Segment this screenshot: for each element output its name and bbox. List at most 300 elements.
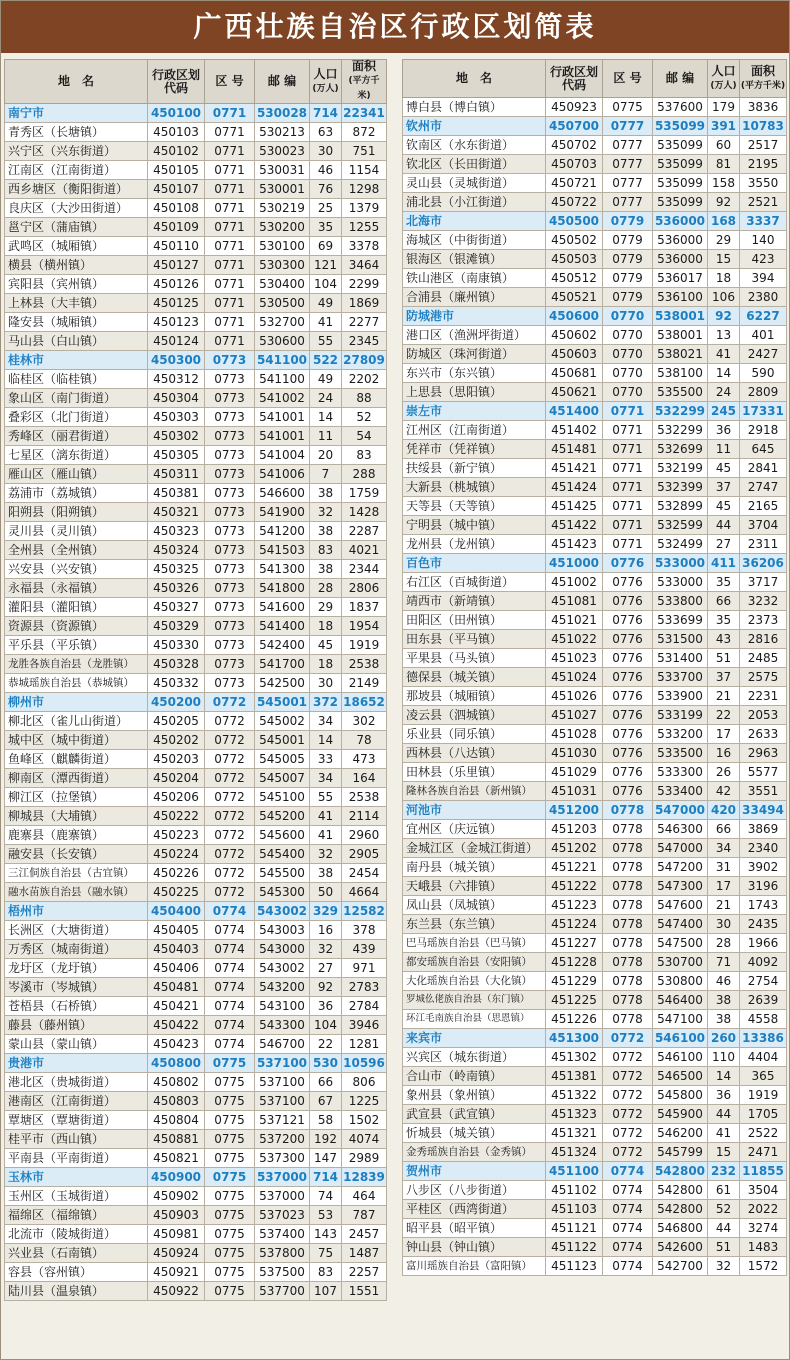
- land-area: 88: [342, 389, 387, 408]
- division-name: 梧州市: [5, 902, 148, 921]
- table-row: [403, 1086, 787, 1105]
- land-area: 4404: [740, 1048, 787, 1067]
- division-name: 龙圩区（龙圩镇）: [5, 959, 148, 978]
- population: 14: [310, 731, 342, 750]
- postal-code: 541400: [255, 617, 310, 636]
- table-row: [403, 953, 787, 972]
- division-name: 港口区（渔洲坪街道）: [403, 326, 546, 345]
- population: 121: [310, 256, 342, 275]
- table-row: [5, 617, 387, 636]
- division-code: 450381: [148, 484, 205, 503]
- population: 168: [708, 212, 740, 231]
- population: 60: [708, 136, 740, 155]
- division-name: 兴业县（石南镇）: [5, 1244, 148, 1263]
- division-code: 451400: [546, 402, 603, 421]
- population: 35: [310, 218, 342, 237]
- header-name: 地 名: [5, 60, 148, 104]
- division-name: 凭祥市（凭祥镇）: [403, 440, 546, 459]
- land-area: 2471: [740, 1143, 787, 1162]
- division-name: 扶绥县（新宁镇）: [403, 459, 546, 478]
- postal-code: 547400: [653, 915, 708, 934]
- land-area: 590: [740, 364, 787, 383]
- land-area: 2816: [740, 630, 787, 649]
- area-code: 0772: [205, 807, 255, 826]
- area-code: 0772: [603, 1105, 653, 1124]
- area-code: 0773: [205, 370, 255, 389]
- land-area: 12582: [342, 902, 387, 921]
- city-row: [403, 212, 787, 231]
- population: 41: [310, 807, 342, 826]
- postal-code: 532299: [653, 421, 708, 440]
- division-code: 450521: [546, 288, 603, 307]
- population: 110: [708, 1048, 740, 1067]
- table-row: [5, 1225, 387, 1244]
- area-code: 0772: [205, 693, 255, 712]
- population: 260: [708, 1029, 740, 1048]
- land-area: 288: [342, 465, 387, 484]
- table-row: [403, 1048, 787, 1067]
- land-area: 2485: [740, 649, 787, 668]
- area-code: 0776: [603, 554, 653, 573]
- division-name: 柳北区（雀儿山街道）: [5, 712, 148, 731]
- division-code: 450123: [148, 313, 205, 332]
- division-code: 450108: [148, 199, 205, 218]
- population: 81: [708, 155, 740, 174]
- division-code: 451123: [546, 1257, 603, 1276]
- division-code: 450226: [148, 864, 205, 883]
- area-code: 0774: [205, 959, 255, 978]
- division-code: 450203: [148, 750, 205, 769]
- area-code: 0770: [603, 307, 653, 326]
- land-area: 3232: [740, 592, 787, 611]
- right-column: [402, 59, 786, 1276]
- division-code: 450124: [148, 332, 205, 351]
- area-code: 0774: [205, 902, 255, 921]
- area-code: 0772: [205, 883, 255, 902]
- division-name: 西乡塘区（衡阳街道）: [5, 180, 148, 199]
- area-code: 0773: [205, 674, 255, 693]
- postal-code: 545300: [255, 883, 310, 902]
- division-code: 451322: [546, 1086, 603, 1105]
- population: 38: [708, 991, 740, 1010]
- population: 20: [310, 446, 342, 465]
- table-row: [403, 345, 787, 364]
- land-area: 2277: [342, 313, 387, 332]
- city-row: [403, 801, 787, 820]
- division-name: 蒙山县（蒙山镇）: [5, 1035, 148, 1054]
- table-row: [5, 959, 387, 978]
- population: 22: [708, 706, 740, 725]
- land-area: 2454: [342, 864, 387, 883]
- population: 38: [310, 560, 342, 579]
- population: 92: [708, 193, 740, 212]
- division-name: 东兴市（东兴镇）: [403, 364, 546, 383]
- division-code: 450922: [148, 1282, 205, 1301]
- division-name: 都安瑶族自治县（安阳镇）: [403, 953, 546, 972]
- postal-code: 547500: [653, 934, 708, 953]
- area-code: 0778: [603, 915, 653, 934]
- postal-code: 530300: [255, 256, 310, 275]
- area-code: 0776: [603, 630, 653, 649]
- table-row: [5, 560, 387, 579]
- postal-code: 530800: [653, 972, 708, 991]
- land-area: 1379: [342, 199, 387, 218]
- table-row: [5, 1092, 387, 1111]
- land-area: 1919: [740, 1086, 787, 1105]
- division-code: 450305: [148, 446, 205, 465]
- area-code: 0776: [603, 668, 653, 687]
- area-code: 0771: [603, 421, 653, 440]
- postal-code: 531500: [653, 630, 708, 649]
- division-name: 河池市: [403, 801, 546, 820]
- table-row: [5, 408, 387, 427]
- land-area: 2380: [740, 288, 787, 307]
- postal-code: 545800: [653, 1086, 708, 1105]
- table-row: [5, 1263, 387, 1282]
- population: 45: [310, 636, 342, 655]
- population: 411: [708, 554, 740, 573]
- area-code: 0774: [205, 921, 255, 940]
- division-name: 平桂区（西湾街道）: [403, 1200, 546, 1219]
- city-row: [5, 1168, 387, 1187]
- postal-code: 537100: [255, 1054, 310, 1073]
- postal-code: 545600: [255, 826, 310, 845]
- area-code: 0771: [205, 180, 255, 199]
- postal-code: 533699: [653, 611, 708, 630]
- area-code: 0775: [205, 1054, 255, 1073]
- division-code: 450702: [546, 136, 603, 155]
- table-row: [5, 180, 387, 199]
- division-name: 鹿寨县（鹿寨镇）: [5, 826, 148, 845]
- table-row: [5, 997, 387, 1016]
- table-row: [403, 725, 787, 744]
- division-name: 兴安县（兴安镇）: [5, 560, 148, 579]
- division-code: 450481: [148, 978, 205, 997]
- division-name: 福绵区（福绵镇）: [5, 1206, 148, 1225]
- table-title: 广西壮族自治区行政区划简表: [1, 1, 789, 53]
- land-area: 2841: [740, 459, 787, 478]
- table-row: [403, 1105, 787, 1124]
- area-code: 0770: [603, 383, 653, 402]
- area-code: 0777: [603, 193, 653, 212]
- header-area-code: 区 号: [205, 60, 255, 104]
- postal-code: 545002: [255, 712, 310, 731]
- division-name: 长洲区（大塘街道）: [5, 921, 148, 940]
- land-area: 2053: [740, 706, 787, 725]
- population: 21: [708, 896, 740, 915]
- table-row: [5, 218, 387, 237]
- division-name: 北海市: [403, 212, 546, 231]
- area-code: 0777: [603, 155, 653, 174]
- header-population: 人口 (万人): [708, 60, 740, 98]
- division-name: 藤县（藤州镇）: [5, 1016, 148, 1035]
- area-code: 0774: [603, 1200, 653, 1219]
- postal-code: 532199: [653, 459, 708, 478]
- area-code: 0775: [205, 1092, 255, 1111]
- division-code: 450326: [148, 579, 205, 598]
- area-code: 0777: [603, 174, 653, 193]
- population: 106: [708, 288, 740, 307]
- table-row: [5, 237, 387, 256]
- postal-code: 542500: [255, 674, 310, 693]
- division-name: 柳州市: [5, 693, 148, 712]
- division-code: 451000: [546, 554, 603, 573]
- area-code: 0771: [603, 497, 653, 516]
- postal-code: 532399: [653, 478, 708, 497]
- table-row: [403, 839, 787, 858]
- postal-code: 535099: [653, 136, 708, 155]
- table-row: [403, 136, 787, 155]
- table-row: [5, 1244, 387, 1263]
- area-code: 0779: [603, 212, 653, 231]
- division-name: 富川瑶族自治县（富阳镇）: [403, 1257, 546, 1276]
- postal-code: 546700: [255, 1035, 310, 1054]
- land-area: 1869: [342, 294, 387, 313]
- land-area: 2435: [740, 915, 787, 934]
- land-area: 4558: [740, 1010, 787, 1029]
- land-area: 3274: [740, 1219, 787, 1238]
- population: 38: [310, 522, 342, 541]
- division-name: 田林县（乐里镇）: [403, 763, 546, 782]
- postal-code: 532299: [653, 402, 708, 421]
- postal-code: 541200: [255, 522, 310, 541]
- postal-code: 533400: [653, 782, 708, 801]
- table-row: [403, 858, 787, 877]
- division-name: 马山县（白山镇）: [5, 332, 148, 351]
- land-area: 1298: [342, 180, 387, 199]
- postal-code: 535099: [653, 174, 708, 193]
- area-code: 0776: [603, 573, 653, 592]
- division-code: 450881: [148, 1130, 205, 1149]
- population: 28: [310, 579, 342, 598]
- division-name: 钦南区（水东街道）: [403, 136, 546, 155]
- left-header-row: [5, 60, 387, 104]
- division-name: 万秀区（城南街道）: [5, 940, 148, 959]
- postal-code: 546100: [653, 1048, 708, 1067]
- division-name: 上思县（思阳镇）: [403, 383, 546, 402]
- land-area: 3337: [740, 212, 787, 231]
- land-area: 2783: [342, 978, 387, 997]
- table-row: [403, 1181, 787, 1200]
- population: 43: [708, 630, 740, 649]
- table-row: [403, 269, 787, 288]
- area-code: 0771: [205, 237, 255, 256]
- division-name: 金城江区（金城江街道）: [403, 839, 546, 858]
- area-code: 0776: [603, 592, 653, 611]
- division-name: 大新县（桃城镇）: [403, 478, 546, 497]
- table-row: [5, 123, 387, 142]
- division-name: 灵川县（灵川镇）: [5, 522, 148, 541]
- land-area: 2522: [740, 1124, 787, 1143]
- table-row: [5, 199, 387, 218]
- division-name: 柳江区（拉堡镇）: [5, 788, 148, 807]
- division-code: 450802: [148, 1073, 205, 1092]
- population: 38: [310, 864, 342, 883]
- division-name: 宜州区（庆远镇）: [403, 820, 546, 839]
- land-area: 2311: [740, 535, 787, 554]
- land-area: 2905: [342, 845, 387, 864]
- land-area: 1954: [342, 617, 387, 636]
- city-row: [403, 402, 787, 421]
- division-name: 荔浦市（荔城镇）: [5, 484, 148, 503]
- table-row: [403, 421, 787, 440]
- land-area: 2231: [740, 687, 787, 706]
- population: 34: [310, 712, 342, 731]
- division-name: 浦北县（小江街道）: [403, 193, 546, 212]
- division-code: 450328: [148, 655, 205, 674]
- land-area: 2427: [740, 345, 787, 364]
- postal-code: 537100: [255, 1073, 310, 1092]
- population: 32: [310, 940, 342, 959]
- land-area: 3378: [342, 237, 387, 256]
- area-code: 0776: [603, 706, 653, 725]
- land-area: 2989: [342, 1149, 387, 1168]
- postal-code: 543100: [255, 997, 310, 1016]
- header-area: 面积 (平方千米): [342, 60, 387, 104]
- postal-code: 541001: [255, 427, 310, 446]
- postal-code: 543002: [255, 959, 310, 978]
- table-row: [5, 503, 387, 522]
- postal-code: 543000: [255, 940, 310, 959]
- division-code: 450127: [148, 256, 205, 275]
- division-name: 田阳区（田州镇）: [403, 611, 546, 630]
- division-code: 450100: [148, 104, 205, 123]
- table-row: [403, 288, 787, 307]
- division-name: 玉林市: [5, 1168, 148, 1187]
- land-area: 3704: [740, 516, 787, 535]
- population: 37: [708, 668, 740, 687]
- table-row: [5, 313, 387, 332]
- division-name: 良庆区（大沙田街道）: [5, 199, 148, 218]
- table-row: [5, 522, 387, 541]
- population: 51: [708, 1238, 740, 1257]
- postal-code: 546200: [653, 1124, 708, 1143]
- land-area: 2754: [740, 972, 787, 991]
- area-code: 0775: [205, 1168, 255, 1187]
- table-row: [5, 921, 387, 940]
- table-row: [403, 649, 787, 668]
- population: 179: [708, 98, 740, 117]
- division-code: 451323: [546, 1105, 603, 1124]
- city-row: [5, 1054, 387, 1073]
- division-code: 451225: [546, 991, 603, 1010]
- division-name: 乐业县（同乐镇）: [403, 725, 546, 744]
- table-row: [5, 1130, 387, 1149]
- land-area: 10596: [342, 1054, 387, 1073]
- population: 45: [708, 497, 740, 516]
- table-row: [403, 497, 787, 516]
- division-code: 450321: [148, 503, 205, 522]
- area-code: 0776: [603, 782, 653, 801]
- land-area: 302: [342, 712, 387, 731]
- division-name: 江州区（江南街道）: [403, 421, 546, 440]
- division-name: 八步区（八步街道）: [403, 1181, 546, 1200]
- division-name: 鱼峰区（麒麟街道）: [5, 750, 148, 769]
- postal-code: 530023: [255, 142, 310, 161]
- postal-code: 546800: [653, 1219, 708, 1238]
- land-area: 3196: [740, 877, 787, 896]
- division-name: 博白县（博白镇）: [403, 98, 546, 117]
- division-name: 融水苗族自治县（融水镇）: [5, 883, 148, 902]
- division-code: 450329: [148, 617, 205, 636]
- division-name: 柳南区（潭西街道）: [5, 769, 148, 788]
- table-row: [5, 1111, 387, 1130]
- division-code: 450403: [148, 940, 205, 959]
- postal-code: 532899: [653, 497, 708, 516]
- postal-code: 541100: [255, 370, 310, 389]
- population: 45: [708, 459, 740, 478]
- table-row: [5, 427, 387, 446]
- land-area: 5577: [740, 763, 787, 782]
- population: 36: [310, 997, 342, 1016]
- division-code: 450311: [148, 465, 205, 484]
- land-area: 1428: [342, 503, 387, 522]
- land-area: 2287: [342, 522, 387, 541]
- area-code: 0771: [205, 123, 255, 142]
- area-code: 0778: [603, 839, 653, 858]
- division-name: 合浦县（廉州镇）: [403, 288, 546, 307]
- area-code: 0773: [205, 598, 255, 617]
- population: 61: [708, 1181, 740, 1200]
- table-row: [403, 972, 787, 991]
- division-name: 来宾市: [403, 1029, 546, 1048]
- division-code: 450602: [546, 326, 603, 345]
- table-row: [403, 459, 787, 478]
- population: 27: [708, 535, 740, 554]
- table-row: [5, 864, 387, 883]
- division-code: 450102: [148, 142, 205, 161]
- area-code: 0775: [205, 1073, 255, 1092]
- land-area: 1551: [342, 1282, 387, 1301]
- table-row: [403, 1010, 787, 1029]
- population: 11: [310, 427, 342, 446]
- division-name: 恭城瑶族自治县（恭城镇）: [5, 674, 148, 693]
- land-area: 787: [342, 1206, 387, 1225]
- land-area: 473: [342, 750, 387, 769]
- land-area: 751: [342, 142, 387, 161]
- division-code: 450224: [148, 845, 205, 864]
- division-code: 451081: [546, 592, 603, 611]
- division-code: 451030: [546, 744, 603, 763]
- table-row: [403, 516, 787, 535]
- table-row: [403, 592, 787, 611]
- division-name: 德保县（城关镇）: [403, 668, 546, 687]
- population: 16: [708, 744, 740, 763]
- postal-code: 532599: [653, 516, 708, 535]
- table-row: [403, 326, 787, 345]
- area-code: 0774: [205, 1035, 255, 1054]
- population: 522: [310, 351, 342, 370]
- division-code: 451028: [546, 725, 603, 744]
- population: 74: [310, 1187, 342, 1206]
- area-code: 0770: [603, 345, 653, 364]
- population: 36: [708, 1086, 740, 1105]
- population: 32: [708, 1257, 740, 1276]
- area-code: 0778: [603, 1010, 653, 1029]
- population: 13: [708, 326, 740, 345]
- table-row: [5, 845, 387, 864]
- left-division-table: [4, 59, 387, 1301]
- division-name: 覃塘区（覃塘街道）: [5, 1111, 148, 1130]
- division-name: 忻城县（城关镇）: [403, 1124, 546, 1143]
- table-row: [403, 877, 787, 896]
- table-row: [403, 383, 787, 402]
- land-area: 1919: [342, 636, 387, 655]
- population: 63: [310, 123, 342, 142]
- postal-code: 545001: [255, 731, 310, 750]
- population: 25: [310, 199, 342, 218]
- division-code: 451221: [546, 858, 603, 877]
